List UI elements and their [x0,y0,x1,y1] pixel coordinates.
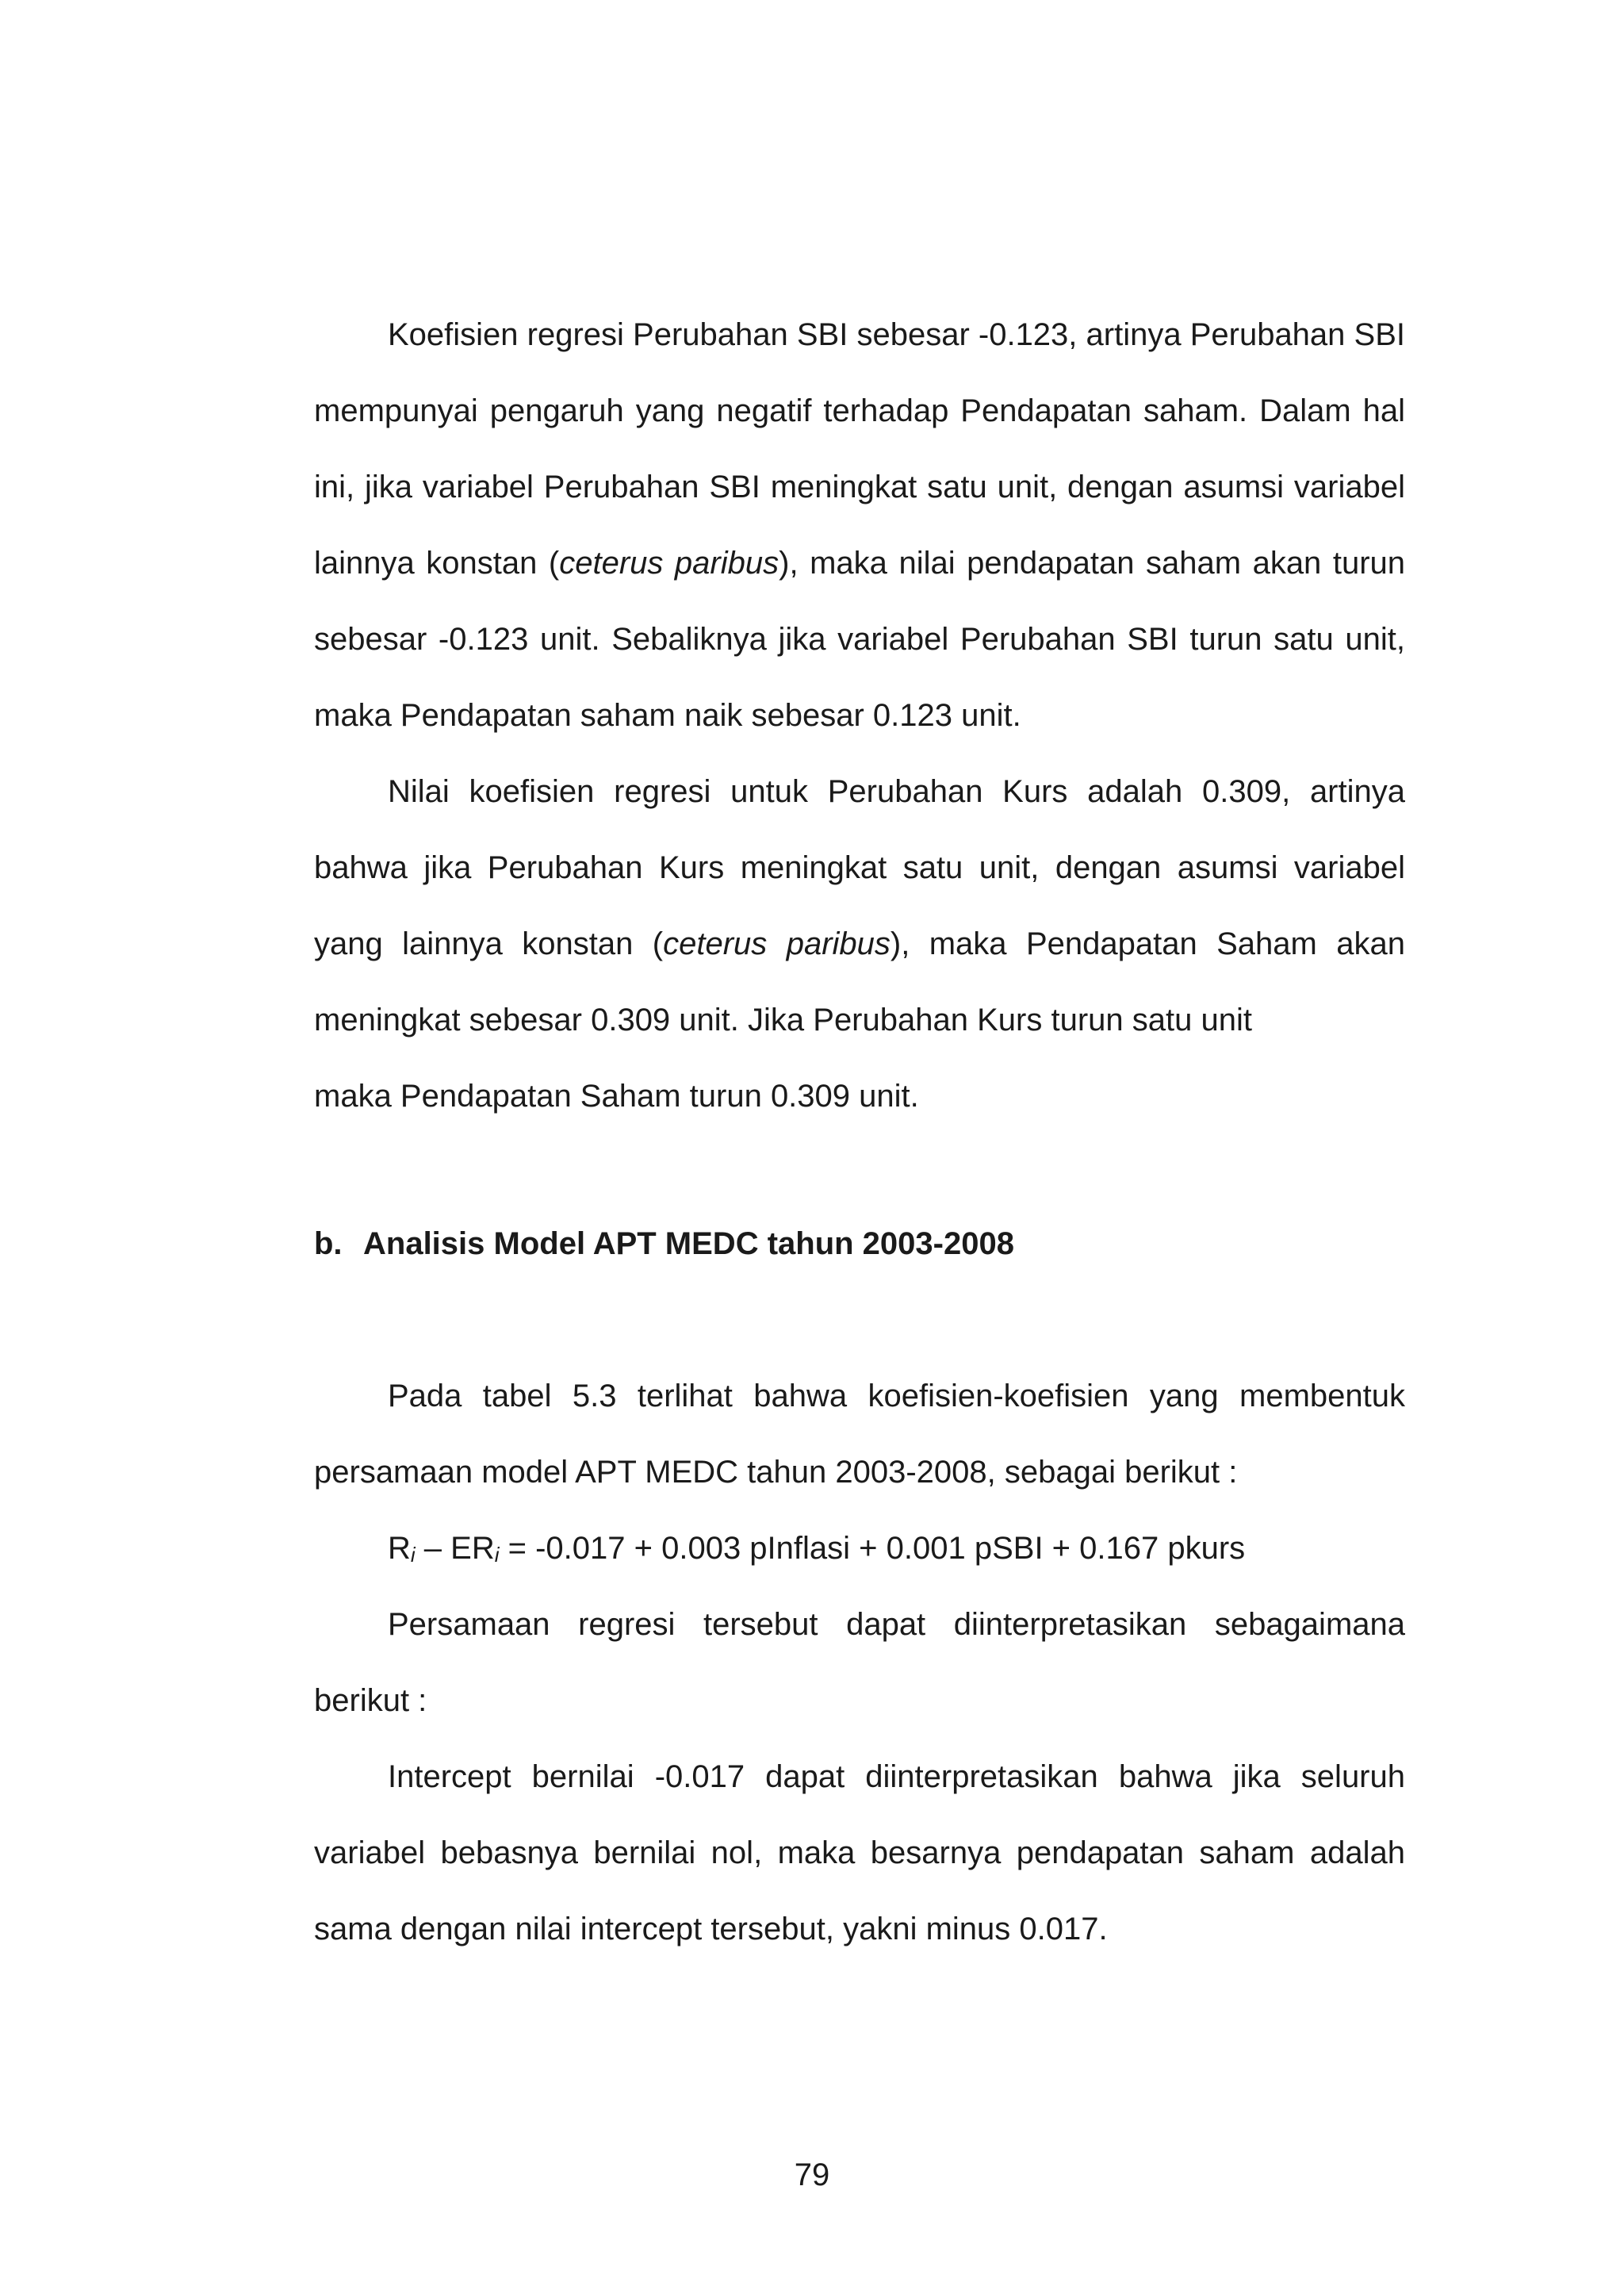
paragraph-table-intro: Pada tabel 5.3 terlihat bahwa koefisien-koefisien yang membentuk persamaan model APT MEDC tahun 2003-2008, sebagai berikut : [314,1379,1405,1490]
equation-rest: = -0.017 + 0.003 pInflasi + 0.001 pSBI + 0.167 pkurs [499,1531,1246,1566]
regression-equation [314,1510,1405,1586]
paragraph-kurs-coefficient [314,754,1405,1134]
equation-subscript-2: i [494,1543,500,1567]
paragraph-interpretation-intro: Persamaan regresi tersebut dapat diinterpretasikan sebagaimana berikut : [314,1607,1405,1718]
paragraph-kurs-italic: ceterus paribus [663,926,891,961]
section-text-block-2 [314,1358,1405,1967]
paragraph-intercept: Intercept bernilai -0.017 dapat diinterpretasikan bahwa jika seluruh variabel bebasnya bernilai nol, maka besarnya pendapatan saham adalah sama dengan nilai intercept tersebut, yakni minus 0.017. [314,1759,1405,1946]
paragraph-sbi-text-a: Koefisien regresi Perubahan SBI sebesar -0.123, artinya Perubahan SBI mempunyai pengaruh yang negatif terhadap Pendapatan saham. Dalam hal ini, jika variabel Perubahan SBI meningkat satu unit, dengan asumsi variabel lainnya konstan ( [314,317,1406,581]
paragraph-sbi-italic: ceterus paribus [559,546,779,581]
equation-mid: – ER [415,1531,495,1566]
equation-r: R [388,1531,411,1566]
section-heading-number: b. [314,1226,343,1261]
equation-subscript-1: i [410,1543,416,1567]
section-text-block-1 [314,297,1405,1134]
page-number: 79 [794,2157,830,2192]
paragraph-kurs-text-a: Nilai koefisien regresi untuk Perubahan Kurs adalah 0.309, artinya bahwa jika Perubahan Kurs meningkat satu unit, dengan asumsi variabel yang lainnya konstan ( [314,774,1405,961]
section-heading-title: Analisis Model APT MEDC tahun 2003-2008 [363,1226,1014,1261]
paragraph-sbi-coefficient [314,297,1405,754]
paragraph-sbi-text-b: ), maka nilai pendapatan saham akan turun sebesar -0.123 unit. Sebaliknya jika variabel Perubahan SBI turun satu unit, maka Pendapatan saham naik sebesar 0.123 unit. [314,546,1406,733]
paragraph-kurs-text-c: maka Pendapatan Saham turun 0.309 unit. [314,1079,919,1114]
section-heading [314,1206,1014,1282]
paragraph-kurs-text-b: ), maka Pendapatan Saham akan meningkat sebesar 0.309 unit. Jika Perubahan Kurs turun satu unit [314,926,1405,1037]
